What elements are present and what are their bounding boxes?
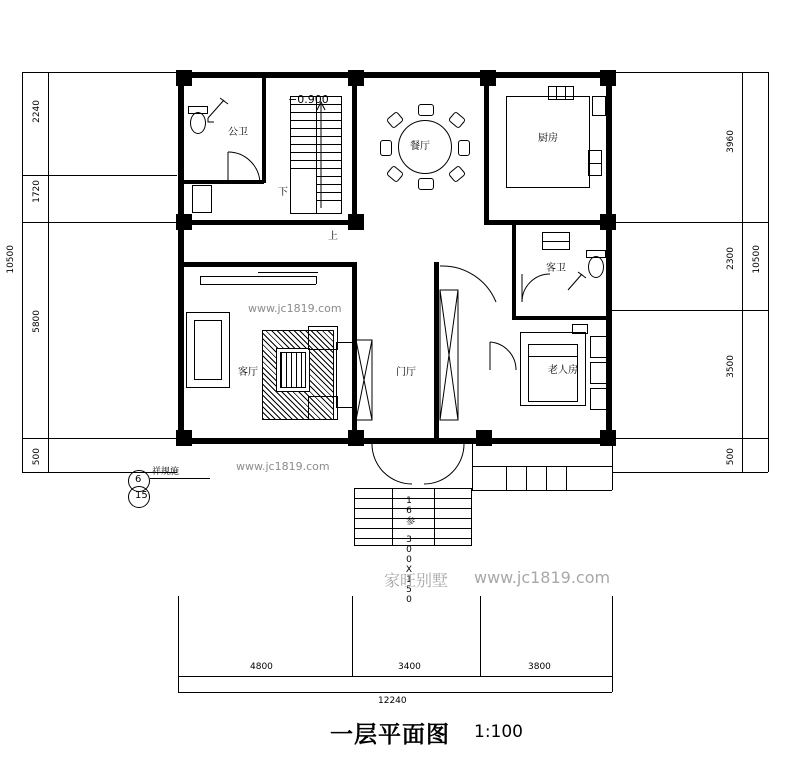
door-arc-gongwei: [226, 150, 262, 186]
dim-bottom-3400: 3400: [398, 662, 421, 672]
dim-bottom-total: 12240: [378, 696, 407, 706]
room-label-chufang: 厨房: [538, 133, 558, 144]
stair-note: 16参 300X150: [404, 496, 414, 605]
dim-left-1720: 1720: [32, 180, 42, 203]
watermark-url-mid: www.jc1819.com: [236, 460, 330, 473]
stair-direction-arrow: [316, 100, 326, 210]
dim-right-total: 10500: [752, 245, 762, 274]
entry-double-door: [368, 444, 468, 488]
room-label-keting: 客厅: [238, 367, 258, 378]
dim-left-total: 10500: [6, 245, 16, 274]
door-arc-laorenfang: [488, 340, 518, 374]
dim-bottom-4800: 4800: [250, 662, 273, 672]
axis-marker-top: 6: [135, 474, 142, 485]
dim-left-500: 500: [32, 448, 42, 466]
axis-marker-bottom: 15: [135, 490, 148, 501]
watermark-url-top: www.jc1819.com: [248, 302, 342, 315]
dim-right-2300: 2300: [726, 247, 736, 270]
room-label-kewei: 客卫: [546, 263, 566, 274]
drawing-title: 一层平面图: [330, 722, 450, 748]
dim-right-3500: 3500: [726, 355, 736, 378]
shower-icon: [206, 96, 246, 126]
dim-left-2240: 2240: [32, 100, 42, 123]
dim-bottom-3800: 3800: [528, 662, 551, 672]
stair-up-label: 上: [328, 231, 338, 242]
hatch-left: [356, 340, 372, 420]
room-label-canting: 餐厅: [410, 141, 430, 152]
hall-opening-arc: [438, 264, 500, 304]
elevation-note: −0.900: [288, 93, 329, 106]
watermark-url-big: www.jc1819.com: [474, 568, 611, 587]
watermark-brand: 家旺别墅: [384, 571, 449, 590]
dim-right-3960: 3960: [726, 130, 736, 153]
door-arc-kewei: [520, 272, 552, 304]
shower-icon-kewei: [566, 270, 596, 296]
drawing-scale: 1:100: [474, 722, 523, 742]
dim-right-500: 500: [726, 448, 736, 466]
hatch-right: [440, 290, 458, 420]
room-label-laorenfang: 老人房: [548, 365, 578, 376]
stair-down-label: 下: [278, 187, 288, 198]
axis-marker-label: 祥规施: [152, 467, 180, 477]
dim-left-5800: 5800: [32, 310, 42, 333]
room-label-menting: 门厅: [396, 367, 416, 378]
room-label-gongwei: 公卫: [228, 127, 248, 138]
